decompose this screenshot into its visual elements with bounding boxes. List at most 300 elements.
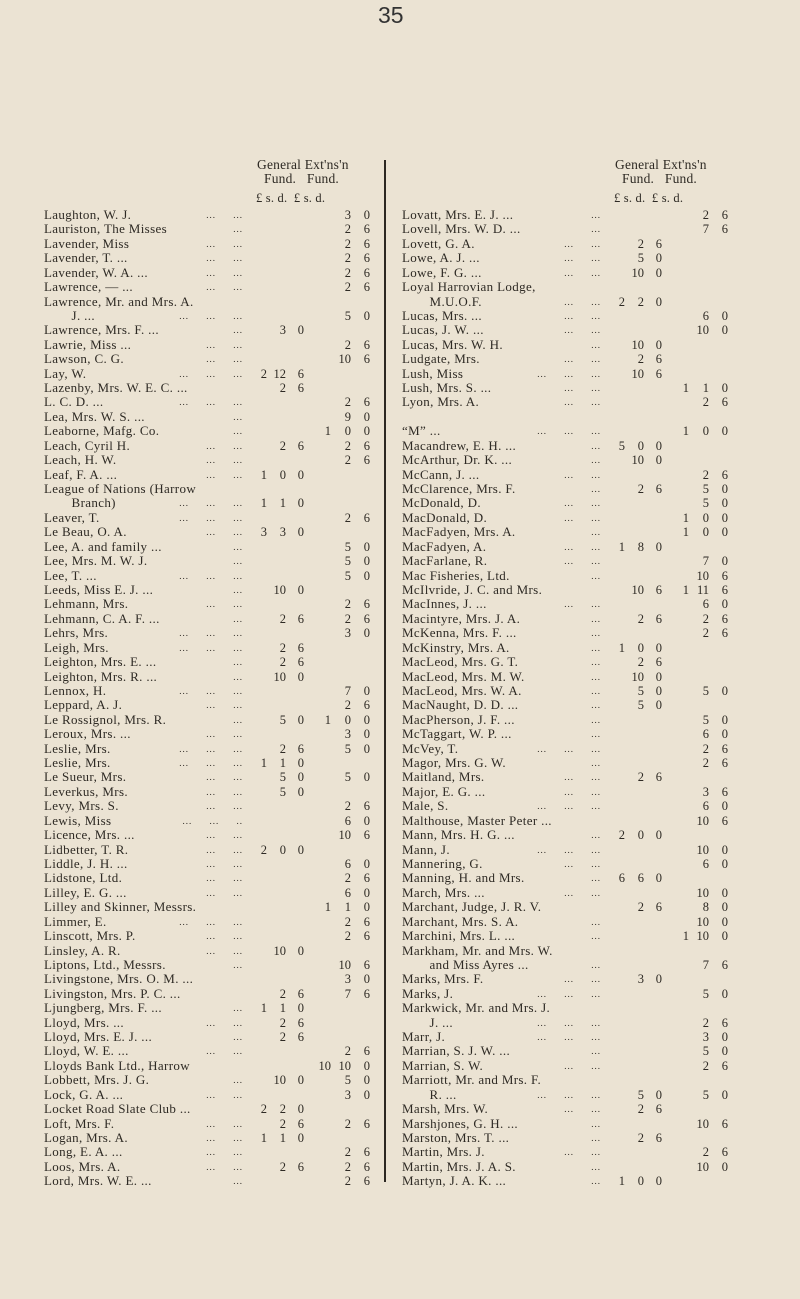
subscriber-name: Marrian, S. W. — [402, 1057, 484, 1073]
subscriber-row — [358, 540, 738, 554]
subscriber-row — [0, 1160, 380, 1174]
subscriber-name: Lyon, Mrs. A. — [402, 394, 480, 410]
leader-dots: ... ... — [206, 844, 243, 855]
subscriber-name: Leaver, T. — [44, 509, 100, 525]
subscriber-name: Leighton, Mrs. R. ... — [44, 668, 158, 684]
subscriber-name: Lee, A. and family ... — [44, 538, 162, 554]
extension-shillings: 7 — [344, 986, 351, 1001]
leader-dots: ... ... — [564, 599, 601, 610]
general-pounds: 2 — [260, 1102, 267, 1117]
general-shillings: 2 — [279, 986, 286, 1001]
extension-pence: 6 — [721, 1058, 728, 1073]
extension-pence: 0 — [363, 741, 370, 756]
subscriber-row — [358, 944, 738, 958]
subscriber-row — [358, 742, 738, 756]
general-pounds: 1 — [618, 539, 625, 554]
extension-pence: 6 — [363, 453, 370, 468]
subscriber-name: Livingstone, Mrs. O. M. ... — [44, 971, 194, 987]
extension-pence: 6 — [363, 251, 370, 266]
extension-shillings: 5 — [344, 308, 351, 323]
subscriber-row — [0, 569, 380, 583]
subscriber-row — [0, 338, 380, 352]
extension-pence: 0 — [363, 568, 370, 583]
leader-dots: ... ... — [206, 253, 243, 264]
subscriber-name-continuation: ~and Miss Ayres ... — [429, 956, 529, 972]
subscriber-name: Loft, Mrs. F. — [44, 1115, 115, 1131]
general-shillings: 2 — [279, 381, 286, 396]
general-pence: 0 — [655, 438, 662, 453]
general-shillings: 8 — [637, 539, 644, 554]
subscriber-row — [358, 828, 738, 842]
extension-pence: 0 — [363, 856, 370, 871]
extension-shillings: 5 — [702, 712, 709, 727]
subscriber-name: Loos, Mrs. A. — [44, 1158, 121, 1174]
extension-pence: 6 — [721, 568, 728, 583]
subscriber-row — [0, 410, 380, 424]
general-pounds: 1 — [260, 1131, 267, 1145]
subscriber-row — [358, 237, 738, 251]
general-pence: 0 — [655, 871, 662, 886]
subscriber-row — [358, 309, 738, 323]
extension-shillings: 2 — [344, 395, 351, 410]
subscriber-row — [0, 742, 380, 756]
subscriber-name: Lucas, Mrs. ... — [402, 307, 482, 323]
subscriber-row — [358, 1016, 738, 1030]
subscriber-name: Leslie, Mrs. — [44, 755, 111, 771]
extension-pence: 6 — [363, 986, 370, 1001]
subscriber-name: Markham, Mr. and Mrs. W. — [402, 942, 553, 958]
leader-dots: ... — [591, 613, 601, 624]
subscriber-name: Liddle, J. H. ... — [44, 855, 128, 871]
subscriber-name: Limmer, E. — [44, 913, 107, 929]
extension-pence: 6 — [363, 698, 370, 713]
general-shillings: 1 — [279, 1131, 286, 1145]
column-header-funds: General Ext'ns'n — [615, 157, 707, 172]
general-shillings: 10 — [631, 582, 644, 597]
leader-dots: ... — [591, 628, 601, 639]
general-pence: 0 — [297, 525, 304, 540]
subscriber-row — [358, 468, 738, 482]
subscriber-row — [0, 237, 380, 251]
leader-dots: ... — [591, 570, 601, 581]
subscriber-name: Leppard, A. J. — [44, 697, 123, 713]
subscriber-name: “M” ... — [402, 423, 441, 439]
general-pence: 6 — [297, 986, 304, 1001]
subscriber-name: Lush, Mrs. S. ... — [402, 380, 492, 396]
general-shillings: 0 — [637, 828, 644, 843]
subscriber-row — [0, 1102, 380, 1116]
subscriber-name: Malthouse, Master Peter ... — [402, 812, 552, 828]
subscriber-name: Macintyre, Mrs. J. A. — [402, 610, 521, 626]
extension-shillings: 5 — [344, 741, 351, 756]
general-pence: 0 — [297, 770, 304, 785]
leader-dots: ... ... — [206, 700, 243, 711]
leader-dots: ... — [591, 1118, 601, 1129]
leader-dots: ... ... — [206, 354, 243, 365]
column-header-currency: £ s. d. £ s. d. — [614, 191, 684, 205]
extension-pounds: 1 — [682, 381, 689, 396]
subscriber-column-left — [0, 0, 370, 1299]
leader-dots: ... — [591, 484, 601, 495]
extension-shillings: 6 — [344, 856, 351, 871]
subscriber-name: Marchant, Mrs. S. A. — [402, 913, 519, 929]
general-shillings: 2 — [637, 1102, 644, 1117]
subscriber-row — [358, 886, 738, 900]
extension-pence: 0 — [721, 597, 728, 612]
extension-pence: 6 — [363, 828, 370, 843]
subscriber-name: Marchant, Judge, J. R. V. — [402, 899, 542, 915]
leader-dots: ... — [591, 1046, 601, 1057]
subscriber-name: McIlvride, J. C. and Mrs. — [402, 581, 543, 597]
subscriber-row — [358, 496, 738, 510]
leader-dots: ... — [591, 671, 601, 682]
subscriber-name: MacLeod, Mrs. M. W. — [402, 668, 525, 684]
leader-dots: ... — [233, 613, 243, 624]
subscriber-name: Marsh, Mrs. W. — [402, 1101, 489, 1117]
subscriber-name: Lehmann, Mrs. — [44, 596, 129, 612]
leader-dots: ... — [591, 440, 601, 451]
extension-shillings: 9 — [344, 409, 351, 424]
extension-shillings: 2 — [344, 914, 351, 929]
leader-dots: ... ... — [564, 512, 601, 523]
subscriber-name: MacFadyen, A. — [402, 538, 487, 554]
subscriber-row — [358, 770, 738, 784]
extension-shillings: 8 — [702, 900, 709, 915]
subscriber-row — [0, 395, 380, 409]
subscriber-row — [358, 641, 738, 655]
extension-pounds: 1 — [682, 582, 689, 597]
leader-dots: ... — [233, 657, 243, 668]
subscriber-name: Lee, T. ... — [44, 567, 97, 583]
extension-shillings: 2 — [344, 236, 351, 251]
leader-dots: ... — [233, 1176, 243, 1187]
general-shillings: 2 — [637, 352, 644, 367]
subscriber-name: Leighton, Mrs. E. ... — [44, 654, 157, 670]
leader-dots: ... — [591, 959, 601, 970]
subscriber-row — [0, 266, 380, 280]
leader-dots: ... ... ... — [179, 758, 243, 769]
general-pence: 6 — [297, 1015, 304, 1030]
general-shillings: 2 — [279, 1102, 286, 1117]
subscriber-row — [358, 987, 738, 1001]
extension-pence: 6 — [721, 1015, 728, 1030]
subscriber-name: Marshjones, G. H. ... — [402, 1115, 519, 1131]
subscriber-name: Lloyd, W. E. ... — [44, 1043, 129, 1059]
subscriber-row — [358, 626, 738, 640]
extension-pence: 6 — [721, 222, 728, 237]
subscriber-name: Lucas, Mrs. W. H. — [402, 336, 503, 352]
subscriber-row — [0, 1073, 380, 1087]
general-pence: 0 — [297, 756, 304, 771]
extension-pence: 0 — [363, 712, 370, 727]
subscriber-row — [358, 367, 738, 381]
subscriber-name: MacLeod, Mrs. G. T. — [402, 654, 519, 670]
subscriber-name: Lehmann, C. A. F. ... — [44, 610, 160, 626]
general-shillings: 2 — [637, 294, 644, 309]
general-shillings: 0 — [637, 640, 644, 655]
general-pence: 0 — [297, 669, 304, 684]
subscriber-row — [0, 770, 380, 784]
subscriber-row — [358, 424, 738, 438]
subscriber-name: Leverkus, Mrs. — [44, 783, 128, 799]
general-pence: 0 — [297, 712, 304, 727]
subscriber-row — [0, 381, 380, 395]
subscriber-row — [0, 843, 380, 857]
subscriber-row — [0, 1117, 380, 1131]
extension-pence: 6 — [363, 352, 370, 367]
subscriber-name: McKenna, Mrs. F. ... — [402, 625, 517, 641]
subscriber-name: Lawrie, Miss ... — [44, 336, 132, 352]
leader-dots: ... — [233, 1003, 243, 1014]
extension-pence: 0 — [721, 914, 728, 929]
leader-dots: ... — [591, 210, 601, 220]
subscriber-name: Lavender, T. ... — [44, 250, 128, 266]
extension-shillings: 10 — [696, 914, 709, 929]
general-pounds: 2 — [618, 294, 625, 309]
subscriber-row — [0, 1044, 380, 1058]
extension-shillings: 5 — [344, 568, 351, 583]
leader-dots: ... ... — [206, 729, 243, 740]
extension-pence: 6 — [363, 1174, 370, 1189]
leader-dots: ... — [591, 1161, 601, 1172]
subscriber-row — [358, 222, 738, 236]
subscriber-row — [0, 309, 380, 323]
leader-dots: ... ... — [206, 210, 243, 220]
extension-shillings: 10 — [696, 568, 709, 583]
extension-pence: 0 — [363, 424, 370, 439]
subscriber-name: Mann, Mrs. H. G. ... — [402, 827, 515, 843]
leader-dots: ... — [233, 671, 243, 682]
general-pence: 6 — [297, 438, 304, 453]
subscriber-name: Lawrence, Mrs. F. ... — [44, 322, 159, 338]
subscriber-row — [358, 843, 738, 857]
general-pence: 6 — [655, 352, 662, 367]
leader-dots: ... ... ... — [179, 512, 243, 523]
extension-shillings: 3 — [344, 727, 351, 742]
extension-pence: 0 — [721, 308, 728, 323]
extension-shillings: 0 — [702, 525, 709, 540]
subscriber-row — [0, 727, 380, 741]
subscriber-row — [0, 900, 380, 914]
general-shillings: 5 — [279, 784, 286, 799]
subscriber-row — [358, 1059, 738, 1073]
subscriber-row — [0, 1088, 380, 1102]
column-header-fund: Fund. Fund. — [264, 171, 339, 186]
leader-dots: ... ... — [564, 1060, 601, 1071]
general-pounds: 1 — [618, 640, 625, 655]
subscriber-name: MacPherson, J. F. ... — [402, 711, 515, 727]
general-pence: 0 — [297, 467, 304, 482]
subscriber-name: Lloyd, Mrs. E. J. ... — [44, 1029, 153, 1045]
subscriber-row — [358, 900, 738, 914]
extension-shillings: 3 — [344, 1087, 351, 1102]
general-shillings: 1 — [279, 496, 286, 511]
extension-shillings: 2 — [344, 799, 351, 814]
leader-dots: ... ... — [206, 1017, 243, 1028]
subscriber-column-right — [358, 0, 728, 1299]
extension-pence: 6 — [363, 914, 370, 929]
subscriber-name: Lay, W. — [44, 365, 87, 381]
extension-shillings: 2 — [344, 698, 351, 713]
extension-shillings: 2 — [344, 438, 351, 453]
general-pence: 0 — [297, 842, 304, 857]
extension-pounds: 10 — [318, 1058, 331, 1073]
subscriber-name: Ljungberg, Mrs. F. ... — [44, 1000, 163, 1016]
subscriber-name: Marr, J. — [402, 1029, 446, 1045]
subscriber-row — [358, 698, 738, 712]
subscriber-name: McKinstry, Mrs. A. — [402, 639, 510, 655]
subscriber-name: Loyal Harrovian Lodge, — [402, 279, 536, 295]
subscriber-name: Mannering, G. — [402, 855, 483, 871]
leader-dots: ... ... — [206, 887, 243, 898]
extension-shillings: 6 — [702, 727, 709, 742]
subscriber-row — [358, 1145, 738, 1159]
extension-pence: 0 — [363, 626, 370, 641]
leader-dots: ... — [233, 714, 243, 725]
subscriber-row — [0, 540, 380, 554]
subscriber-name: March, Mrs. ... — [402, 884, 485, 900]
subscriber-name: McVey, T. — [402, 740, 459, 756]
general-pounds: 1 — [618, 1174, 625, 1189]
extension-pence: 6 — [721, 1116, 728, 1131]
general-pence: 6 — [655, 582, 662, 597]
subscriber-name: Lavender, Miss — [44, 235, 130, 251]
general-pence: 0 — [655, 453, 662, 468]
general-pounds: 5 — [618, 438, 625, 453]
subscriber-name: Linsley, A. R. — [44, 942, 121, 958]
subscriber-row — [0, 987, 380, 1001]
extension-pence: 0 — [721, 727, 728, 742]
subscriber-row — [358, 352, 738, 366]
subscriber-row — [0, 886, 380, 900]
leader-dots: ... — [233, 556, 243, 567]
subscriber-name: Le Beau, O. A. — [44, 524, 127, 540]
extension-pence: 0 — [721, 842, 728, 857]
extension-pence: 0 — [363, 885, 370, 900]
subscriber-row — [0, 641, 380, 655]
extension-shillings: 10 — [696, 885, 709, 900]
general-pence: 6 — [297, 1030, 304, 1045]
leader-dots: ... ... — [564, 310, 601, 321]
extension-shillings: 2 — [344, 871, 351, 886]
general-shillings: 2 — [279, 611, 286, 626]
subscriber-row — [358, 511, 738, 525]
leader-dots: ... ... ... — [179, 685, 243, 696]
subscriber-row — [358, 871, 738, 885]
general-shillings: 10 — [631, 453, 644, 468]
subscriber-name: Macandrew, E. H. ... — [402, 437, 517, 453]
subscriber-row — [0, 915, 380, 929]
extension-shillings: 3 — [702, 784, 709, 799]
extension-pence: 0 — [721, 1044, 728, 1059]
extension-shillings: 5 — [702, 683, 709, 698]
subscriber-name: Lovell, Mrs. W. D. ... — [402, 221, 521, 237]
leader-dots: ... ... — [564, 253, 601, 264]
subscriber-name: Lloyds Bank Ltd., Harrow — [44, 1057, 190, 1073]
extension-shillings: 10 — [696, 842, 709, 857]
subscriber-name: Marston, Mrs. T. ... — [402, 1130, 510, 1145]
leader-dots: ... ... — [206, 931, 243, 942]
extension-pence: 0 — [721, 496, 728, 511]
subscriber-row — [0, 367, 380, 381]
leader-dots: ... — [591, 657, 601, 668]
extension-pence: 6 — [363, 395, 370, 410]
leader-dots: ... ... — [564, 498, 601, 509]
extension-shillings: 5 — [344, 554, 351, 569]
subscriber-row — [0, 251, 380, 265]
subscriber-row — [0, 698, 380, 712]
general-pence: 6 — [297, 366, 304, 381]
subscriber-name: Long, E. A. ... — [44, 1144, 123, 1160]
subscriber-row — [0, 929, 380, 943]
subscriber-name: League of Nations (Harrow — [44, 481, 197, 497]
leader-dots: ... ... — [206, 786, 243, 797]
subscriber-name: Male, S. — [402, 798, 449, 814]
subscriber-row — [358, 814, 738, 828]
extension-shillings: 2 — [702, 1015, 709, 1030]
extension-shillings: 2 — [344, 597, 351, 612]
leader-dots: ... — [591, 758, 601, 769]
subscriber-row — [0, 972, 380, 986]
subscriber-row — [0, 280, 380, 294]
subscriber-row — [358, 612, 738, 626]
subscriber-row — [358, 280, 738, 294]
general-pence: 0 — [655, 539, 662, 554]
leader-dots: ... — [591, 931, 601, 942]
extension-pence: 6 — [363, 337, 370, 352]
general-shillings: 5 — [279, 712, 286, 727]
general-pounds: 2 — [618, 828, 625, 843]
leader-dots: ... ... — [564, 354, 601, 365]
subscriber-name: Lloyd, Mrs. ... — [44, 1014, 124, 1030]
general-pence: 0 — [297, 1001, 304, 1016]
subscriber-row — [0, 1145, 380, 1159]
leader-dots: ... ... ... — [537, 801, 601, 812]
general-shillings: 2 — [637, 611, 644, 626]
general-pence: 6 — [297, 1159, 304, 1174]
extension-pence: 0 — [721, 929, 728, 944]
leader-dots: ... — [233, 959, 243, 970]
general-shillings: 3 — [279, 323, 286, 338]
general-pence: 0 — [297, 943, 304, 958]
subscriber-name: Leroux, Mrs. ... — [44, 726, 131, 742]
subscriber-name: Licence, Mrs. ... — [44, 827, 135, 843]
general-pence: 6 — [655, 1102, 662, 1117]
subscriber-row — [358, 482, 738, 496]
subscriber-row — [0, 612, 380, 626]
extension-pence: 0 — [721, 1159, 728, 1174]
leader-dots: ... ... — [206, 267, 243, 278]
subscriber-row — [358, 251, 738, 265]
column-header-funds: General Ext'ns'n — [257, 157, 349, 172]
extension-pence: 0 — [363, 727, 370, 742]
extension-pence: 0 — [363, 900, 370, 915]
subscriber-row — [358, 684, 738, 698]
subscriber-name-continuation: ~R. ... — [429, 1086, 457, 1102]
general-shillings: 0 — [637, 438, 644, 453]
leader-dots: ... ... — [564, 887, 601, 898]
extension-pence: 0 — [721, 510, 728, 525]
subscriber-name: Magor, Mrs. G. W. — [402, 755, 507, 771]
extension-pence: 0 — [721, 712, 728, 727]
subscriber-name: McTaggart, W. P. ... — [402, 726, 512, 742]
extension-pence: 6 — [363, 236, 370, 251]
general-shillings: 2 — [279, 1116, 286, 1131]
subscriber-row — [358, 785, 738, 799]
general-shillings: 5 — [637, 251, 644, 266]
subscriber-name: McCann, J. ... — [402, 466, 480, 482]
leader-dots: ... ... — [206, 873, 243, 884]
